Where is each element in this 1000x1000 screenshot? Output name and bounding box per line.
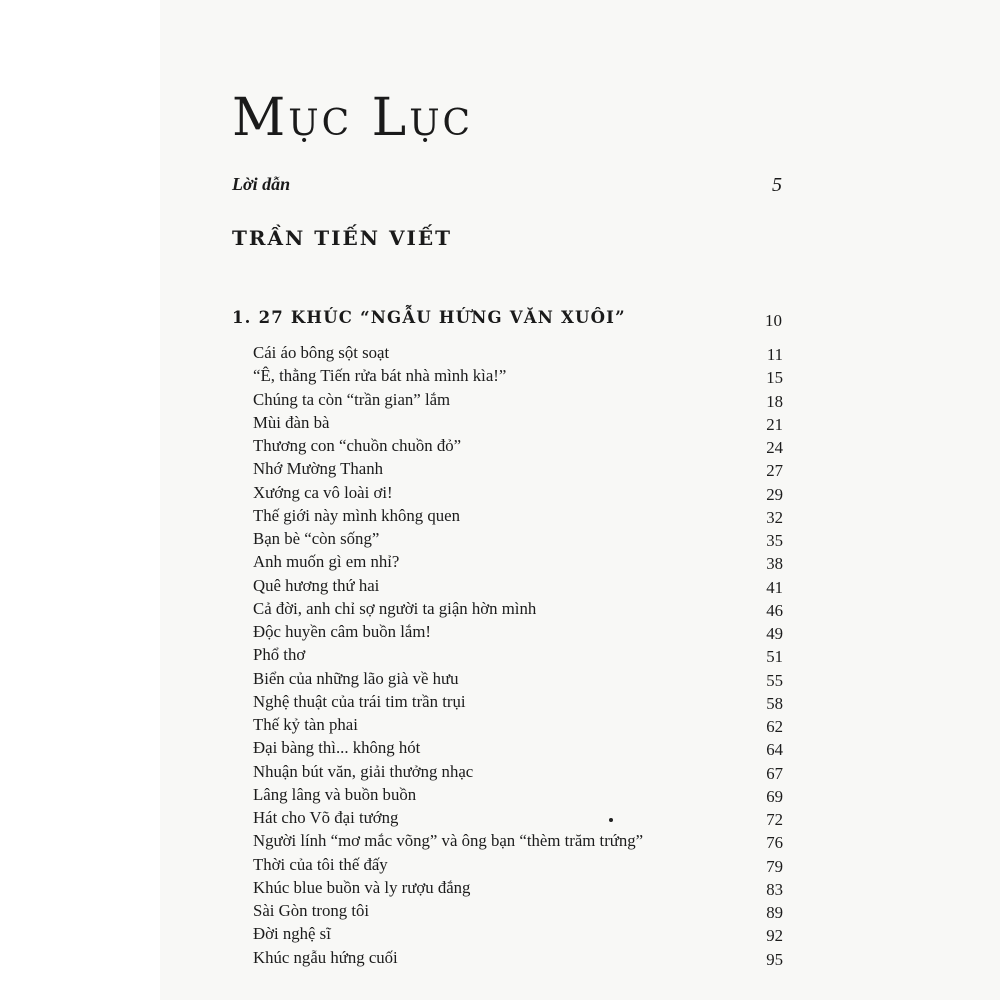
toc-entry-page-number: 92 xyxy=(766,926,783,946)
toc-entry-page-number: 76 xyxy=(766,833,783,853)
toc-entry-page-number: 62 xyxy=(766,717,783,736)
toc-entry-page-number: 79 xyxy=(766,856,783,876)
toc-entry-page-number: 29 xyxy=(766,484,783,504)
toc-entry-title: Nghệ thuật của trái tim trần trụi xyxy=(253,691,466,711)
toc-entry xyxy=(253,901,783,924)
toc-entry-page-number: 11 xyxy=(766,345,783,364)
toc-entry xyxy=(253,436,783,459)
toc-entry-page-number: 51 xyxy=(766,647,783,667)
toc-entry xyxy=(253,576,783,599)
toc-entry-page-number: 67 xyxy=(766,763,783,783)
toc-entry-title: Biển của những lão già về hưu xyxy=(253,668,459,688)
toc-entry-title: Lâng lâng và buồn buồn xyxy=(253,784,417,804)
toc-entry-page-number: 32 xyxy=(766,507,783,527)
toc-entry-title: Anh muốn gì em nhỉ? xyxy=(253,552,400,572)
toc-entry-page-number: 27 xyxy=(766,461,783,481)
toc-entry-title: Cái áo bông sột soạt xyxy=(253,343,390,362)
toc-entry xyxy=(253,808,783,831)
toc-entry xyxy=(253,483,783,506)
toc-entry xyxy=(253,948,783,971)
toc-entry xyxy=(253,366,783,389)
toc-entry-title: “Ê, thằng Tiến rửa bát nhà mình kìa!” xyxy=(253,366,507,386)
toc-entry-page-number: 72 xyxy=(766,810,783,829)
toc-entry-title: Khúc blue buồn và ly rượu đắng xyxy=(253,877,471,897)
toc-entry-title: Đời nghệ sĩ xyxy=(253,924,331,944)
toc-entry xyxy=(253,878,783,901)
toc-entry-list xyxy=(253,343,783,971)
toc-entry-page-number: 24 xyxy=(766,438,783,457)
toc-entry-title: Khúc ngẫu hứng cuối xyxy=(253,947,398,967)
section-title: 1. 27 KHÚC “NGẪU HỨNG VĂN XUÔI” xyxy=(232,308,626,327)
toc-entry xyxy=(253,738,783,761)
page-title: Mục Lục xyxy=(232,88,474,148)
toc-entry-page-number: 35 xyxy=(766,531,783,550)
toc-entry-page-number: 55 xyxy=(766,670,783,690)
author-heading: TRẦN TIẾN VIẾT xyxy=(232,226,452,250)
print-speck xyxy=(609,818,613,822)
toc-entry-page-number: 21 xyxy=(766,414,783,434)
toc-entry-title: Chúng ta còn “trần gian” lắm xyxy=(253,389,451,409)
toc-entry-title: Thương con “chuồn chuồn đỏ” xyxy=(253,436,462,455)
toc-entry-title: Hát cho Võ đại tướng xyxy=(253,808,399,827)
toc-entry-page-number: 15 xyxy=(766,368,783,388)
toc-entry-title: Nhớ Mường Thanh xyxy=(253,459,384,479)
toc-entry-page-number: 83 xyxy=(766,879,783,899)
toc-entry-title: Nhuận bút văn, giải thưởng nhạc xyxy=(253,761,474,781)
toc-entry xyxy=(253,343,783,366)
toc-entry xyxy=(253,645,783,668)
toc-entry-title: Đại bàng thì... không hót xyxy=(253,738,421,758)
toc-entry-page-number: 64 xyxy=(766,740,783,760)
toc-entry xyxy=(253,924,783,947)
toc-entry xyxy=(253,692,783,715)
toc-entry-page-number: 41 xyxy=(766,577,783,597)
toc-entry xyxy=(253,831,783,854)
toc-entry-title: Quê hương thứ hai xyxy=(253,575,380,595)
toc-entry-title: Phổ thơ xyxy=(253,645,306,665)
toc-entry xyxy=(253,669,783,692)
toc-entry xyxy=(253,715,783,738)
toc-entry-title: Độc huyền câm buồn lắm! xyxy=(253,622,432,641)
page-margin xyxy=(0,0,160,1000)
toc-entry-title: Mùi đàn bà xyxy=(253,412,330,432)
toc-entry-page-number: 95 xyxy=(766,949,783,969)
toc-entry-title: Sài Gòn trong tôi xyxy=(253,901,370,920)
toc-entry-page-number: 69 xyxy=(766,786,783,806)
toc-entry-title: Cả đời, anh chỉ sợ người ta giận hờn mình xyxy=(253,598,537,618)
toc-entry xyxy=(253,390,783,413)
toc-entry xyxy=(253,529,783,552)
toc-entry xyxy=(253,552,783,575)
toc-entry xyxy=(253,762,783,785)
toc-entry-page-number: 89 xyxy=(766,903,783,922)
intro-label: Lời dẫn xyxy=(232,174,291,194)
toc-entry-title: Người lính “mơ mắc võng” và ông bạn “thèm trăm trứng” xyxy=(253,831,644,851)
toc-entry xyxy=(253,622,783,645)
toc-entry-page-number: 46 xyxy=(766,600,783,620)
toc-entry-page-number: 38 xyxy=(766,554,783,574)
toc-entry xyxy=(253,785,783,808)
section-page-number: 10 xyxy=(765,311,782,330)
toc-entry-title: Thời của tôi thế đấy xyxy=(253,854,388,874)
toc-entry-title: Thế kỷ tàn phai xyxy=(253,715,358,734)
toc-entry-page-number: 58 xyxy=(766,693,783,713)
toc-entry xyxy=(253,413,783,436)
toc-entry xyxy=(253,599,783,622)
toc-entry-title: Bạn bè “còn sống” xyxy=(253,529,380,548)
toc-entry-page-number: 18 xyxy=(766,391,783,411)
intro-page-number: 5 xyxy=(772,174,782,196)
toc-entry xyxy=(253,459,783,482)
toc-entry xyxy=(253,506,783,529)
toc-entry-title: Xướng ca vô loài ơi! xyxy=(253,482,393,502)
toc-entry-page-number: 49 xyxy=(766,624,783,643)
toc-entry xyxy=(253,855,783,878)
toc-entry-title: Thế giới này mình không quen xyxy=(253,505,460,525)
